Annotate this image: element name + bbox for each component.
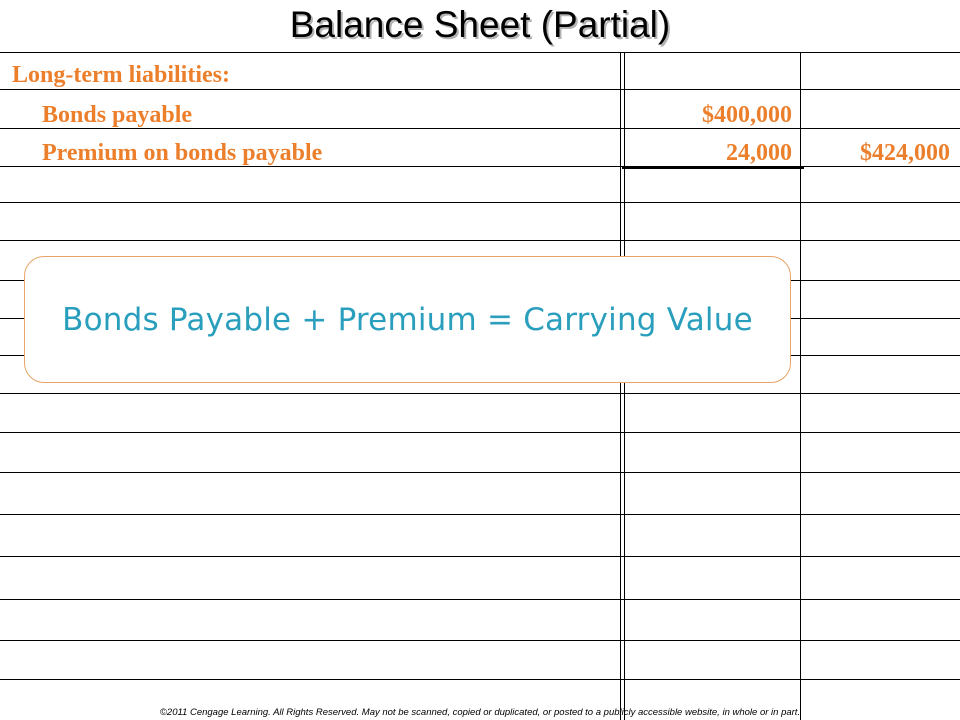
section-heading: Long-term liabilities:	[12, 62, 230, 88]
ledger-rule	[0, 240, 960, 241]
ledger-rule	[0, 472, 960, 473]
page-title: Balance Sheet (Partial)	[289, 4, 671, 45]
subtotal-underline	[622, 166, 804, 169]
ledger-rule	[0, 556, 960, 557]
ledger-rule	[0, 202, 960, 203]
row-total-carrying-value: $424,000	[860, 140, 950, 166]
ledger-rule	[0, 679, 960, 680]
ledger-rule	[0, 393, 960, 394]
ledger-rule	[0, 640, 960, 641]
carrying-value-callout	[24, 256, 791, 383]
column-rule	[620, 52, 621, 720]
callout-text: Bonds Payable + Premium = Carrying Value	[62, 301, 753, 338]
row-amount-bonds-payable: $400,000	[702, 102, 792, 128]
row-label-bonds-payable: Bonds payable	[42, 102, 193, 128]
ledger-rule	[0, 599, 960, 600]
ledger-rule	[0, 89, 960, 90]
column-rule	[800, 52, 801, 720]
ledger-rule	[0, 432, 960, 433]
row-label-premium: Premium on bonds payable	[42, 140, 323, 166]
row-amount-premium: 24,000	[726, 140, 792, 166]
copyright-footer: ©2011 Cengage Learning. All Rights Reserved. May not be scanned, copied or duplicated, or posted to a publicly accessible website, in whole or in part.	[159, 707, 801, 718]
ledger-rule	[0, 52, 960, 53]
ledger-rule	[0, 514, 960, 515]
